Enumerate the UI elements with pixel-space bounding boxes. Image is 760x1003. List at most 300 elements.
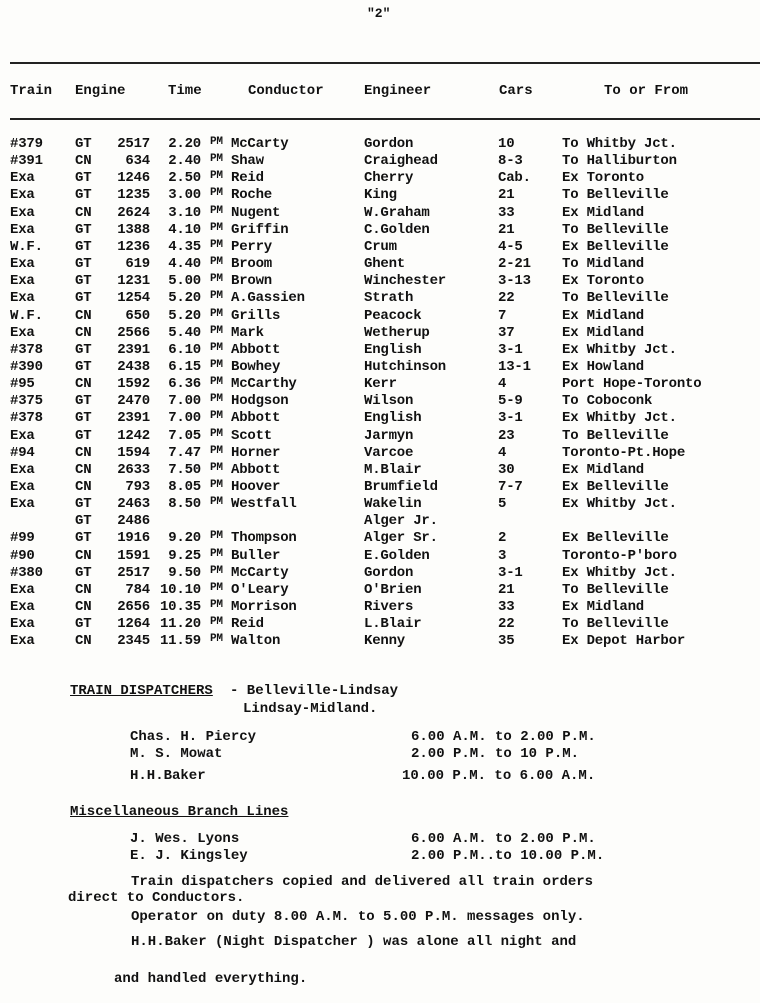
engine-number: 2633 xyxy=(117,461,150,478)
time-period: PM xyxy=(210,273,223,286)
table-row xyxy=(0,616,760,633)
train-code: Exa xyxy=(10,204,35,221)
train-code: #375 xyxy=(10,393,43,410)
conductor-name: Hodgson xyxy=(231,393,289,410)
train-code: #391 xyxy=(10,153,43,170)
engine-number: 2517 xyxy=(117,136,150,152)
engine-railway: CN xyxy=(75,324,92,341)
table-row xyxy=(0,582,760,599)
engine-railway: GT xyxy=(75,290,92,307)
time-period: PM xyxy=(210,324,223,337)
note-line: and handled everything. xyxy=(114,971,308,987)
car-count: 30 xyxy=(498,461,515,478)
train-time: 5.00 xyxy=(168,273,201,290)
train-time: 5.20 xyxy=(168,290,201,307)
train-time: 2.20 xyxy=(168,136,201,152)
time-period: PM xyxy=(210,616,223,629)
destination: To Halliburton xyxy=(562,153,677,170)
time-period: PM xyxy=(210,238,223,251)
car-count: 3-1 xyxy=(498,564,523,581)
time-period: PM xyxy=(210,341,223,354)
destination: To Belleville xyxy=(562,290,669,307)
conductor-name: Brown xyxy=(231,273,273,290)
table-row xyxy=(0,136,760,153)
engine-number: 1235 xyxy=(117,187,150,204)
engineer-name: King xyxy=(364,187,397,204)
time-period: PM xyxy=(210,358,223,371)
car-count: 8-3 xyxy=(498,153,523,170)
train-time: 4.10 xyxy=(168,221,201,238)
time-period: PM xyxy=(210,564,223,577)
destination: Ex Toronto xyxy=(562,170,645,187)
destination: To Midland xyxy=(562,256,645,273)
engineer-name: Kenny xyxy=(364,633,406,650)
destination: Toronto-P'boro xyxy=(562,547,677,564)
time-period: PM xyxy=(210,187,223,200)
conductor-name: Reid xyxy=(231,170,264,187)
destination: Ex Midland xyxy=(562,324,645,341)
engine-railway: GT xyxy=(75,530,92,547)
train-code: #390 xyxy=(10,358,43,375)
conductor-name: Roche xyxy=(231,187,273,204)
misc-hours: 6.00 A.M. to 2.00 P.M. xyxy=(411,831,596,847)
car-count: 3-1 xyxy=(498,341,523,358)
header-to-from: To or From xyxy=(604,83,689,99)
destination: To Belleville xyxy=(562,427,669,444)
conductor-name: Shaw xyxy=(231,153,264,170)
train-code: Exa xyxy=(10,599,35,616)
train-time: 7.00 xyxy=(168,410,201,427)
note-line: H.H.Baker (Night Dispatcher ) was alone all night and xyxy=(131,934,577,950)
destination: To Belleville xyxy=(562,221,669,238)
engineer-name: Gordon xyxy=(364,564,414,581)
engineer-name: E.Golden xyxy=(364,547,430,564)
time-period: PM xyxy=(210,256,223,269)
car-count: 5-9 xyxy=(498,393,523,410)
time-period: PM xyxy=(210,153,223,166)
conductor-name: Walton xyxy=(231,633,281,650)
engineer-name: Hutchinson xyxy=(364,358,447,375)
train-code: Exa xyxy=(10,616,35,633)
engine-railway: CN xyxy=(75,547,92,564)
conductor-name: Horner xyxy=(231,444,281,461)
engine-railway: CN xyxy=(75,461,92,478)
engine-railway: GT xyxy=(75,496,92,513)
dispatcher-name: Chas. H. Piercy xyxy=(130,729,257,745)
engineer-name: Crum xyxy=(364,238,397,255)
table-row xyxy=(0,496,760,513)
note-line: Operator on duty 8.00 A.M. to 5.00 P.M. messages only. xyxy=(131,909,585,925)
time-period: PM xyxy=(210,376,223,389)
destination: Ex Midland xyxy=(562,599,645,616)
conductor-name: Abbott xyxy=(231,341,281,358)
train-time: 3.10 xyxy=(168,204,201,221)
engine-number: 2345 xyxy=(117,633,150,650)
engine-number: 2463 xyxy=(117,496,150,513)
train-code: Exa xyxy=(10,496,35,513)
table-row xyxy=(0,530,760,547)
table-row xyxy=(0,273,760,290)
destination: Ex Whitby Jct. xyxy=(562,410,677,427)
car-count: 5 xyxy=(498,496,507,513)
engine-number: 1242 xyxy=(117,427,150,444)
engineer-name: Wilson xyxy=(364,393,414,410)
destination: Ex Depot Harbor xyxy=(562,633,686,650)
train-code: Exa xyxy=(10,290,35,307)
train-time: 6.15 xyxy=(168,358,201,375)
engine-number: 2391 xyxy=(117,410,150,427)
engine-railway: CN xyxy=(75,376,92,393)
train-time: 8.05 xyxy=(168,479,201,495)
engineer-name: Cherry xyxy=(364,170,414,187)
header-time: Time xyxy=(168,83,202,99)
time-period: PM xyxy=(210,444,223,457)
header-engineer: Engineer xyxy=(364,83,432,99)
train-code: Exa xyxy=(10,479,35,495)
engine-railway: CN xyxy=(75,204,92,221)
engine-number: 2624 xyxy=(117,204,150,221)
train-code: Exa xyxy=(10,427,35,444)
train-code: Exa xyxy=(10,273,35,290)
destination: Ex Midland xyxy=(562,204,645,221)
car-count: 7-7 xyxy=(498,479,523,495)
car-count: 22 xyxy=(498,616,515,633)
train-time: 9.50 xyxy=(168,564,201,581)
engine-railway: GT xyxy=(75,136,92,152)
dispatcher-hours: 2.00 P.M. to 10 P.M. xyxy=(411,746,580,762)
time-period: PM xyxy=(210,410,223,423)
time-period: PM xyxy=(210,581,223,594)
engine-railway: CN xyxy=(75,581,92,598)
table-row xyxy=(0,256,760,273)
train-code: Exa xyxy=(10,581,35,598)
time-period: PM xyxy=(210,170,223,183)
engineer-name: Alger Sr. xyxy=(364,530,438,547)
engine-number: 2517 xyxy=(117,564,150,581)
engine-railway: GT xyxy=(75,393,92,410)
train-time: 2.50 xyxy=(168,170,201,187)
car-count: 21 xyxy=(498,187,515,204)
misc-hours: 2.00 P.M..to 10.00 P.M. xyxy=(411,848,605,864)
engine-number: 1592 xyxy=(117,376,150,393)
train-code: #90 xyxy=(10,547,35,564)
engine-railway: GT xyxy=(75,410,92,427)
car-count: 10 xyxy=(498,136,515,152)
engineer-name: Alger Jr. xyxy=(364,513,438,530)
destination: To Belleville xyxy=(562,581,669,598)
engine-railway: GT xyxy=(75,427,92,444)
engine-number: 1236 xyxy=(117,238,150,255)
conductor-name: McCarthy xyxy=(231,376,297,393)
table-row xyxy=(0,633,760,650)
train-code: #379 xyxy=(10,136,43,152)
time-period: PM xyxy=(210,290,223,303)
time-period: PM xyxy=(210,461,223,474)
engineer-name: Varcoe xyxy=(364,444,414,461)
train-code: Exa xyxy=(10,461,35,478)
time-period: PM xyxy=(210,633,223,646)
table-row xyxy=(0,170,760,187)
time-period: PM xyxy=(210,599,223,612)
destination: Toronto-Pt.Hope xyxy=(562,444,686,461)
conductor-name: Westfall xyxy=(231,496,297,513)
car-count: 21 xyxy=(498,221,515,238)
train-time: 6.36 xyxy=(168,376,201,393)
header-train: Train xyxy=(10,83,53,99)
destination: To Belleville xyxy=(562,616,669,633)
engineer-name: Wetherup xyxy=(364,324,430,341)
engine-railway: CN xyxy=(75,153,92,170)
car-count: 4 xyxy=(498,444,507,461)
dispatchers-route-2: Lindsay-Midland. xyxy=(243,701,378,717)
engine-number: 2656 xyxy=(117,599,150,616)
train-time: 5.20 xyxy=(168,307,201,324)
engine-number: 650 xyxy=(125,307,150,324)
train-code: Exa xyxy=(10,256,35,273)
engineer-name: Kerr xyxy=(364,376,397,393)
destination: Ex Toronto xyxy=(562,273,645,290)
conductor-name: Hoover xyxy=(231,479,281,495)
car-count: Cab. xyxy=(498,170,531,187)
time-period: PM xyxy=(210,427,223,440)
engine-number: 1594 xyxy=(117,444,150,461)
table-row xyxy=(0,325,760,342)
train-time: 7.05 xyxy=(168,427,201,444)
destination: Ex Belleville xyxy=(562,530,669,547)
table-row xyxy=(0,410,760,427)
conductor-name: O'Leary xyxy=(231,581,289,598)
engineer-name: Wakelin xyxy=(364,496,422,513)
car-count: 4 xyxy=(498,376,507,393)
train-time: 4.40 xyxy=(168,256,201,273)
time-period: PM xyxy=(210,393,223,406)
car-count: 2-21 xyxy=(498,256,531,273)
engine-number: 1246 xyxy=(117,170,150,187)
engineer-name: Craighead xyxy=(364,153,438,170)
train-code: #378 xyxy=(10,341,43,358)
engine-railway: GT xyxy=(75,273,92,290)
table-row xyxy=(0,239,760,256)
time-period: PM xyxy=(210,136,223,148)
engineer-name: Rivers xyxy=(364,599,414,616)
car-count: 37 xyxy=(498,324,515,341)
header-rule xyxy=(10,118,760,120)
conductor-name: Thompson xyxy=(231,530,297,547)
page-number: "2" xyxy=(367,6,391,21)
conductor-name: Grills xyxy=(231,307,281,324)
misc-name: E. J. Kingsley xyxy=(130,848,248,864)
table-row xyxy=(0,479,760,496)
note-line: Train dispatchers copied and delivered all train orders xyxy=(131,874,594,890)
table-row xyxy=(0,548,760,565)
destination: Ex Howland xyxy=(562,358,645,375)
engine-number: 1388 xyxy=(117,221,150,238)
train-time: 7.00 xyxy=(168,393,201,410)
dispatcher-name: H.H.Baker xyxy=(130,768,206,784)
engine-railway: CN xyxy=(75,444,92,461)
engineer-name: C.Golden xyxy=(364,221,430,238)
conductor-name: Scott xyxy=(231,427,273,444)
engine-number: 793 xyxy=(125,479,150,495)
time-period: PM xyxy=(210,547,223,560)
engine-railway: CN xyxy=(75,307,92,324)
time-period: PM xyxy=(210,307,223,320)
engineer-name: English xyxy=(364,341,422,358)
table-row xyxy=(0,222,760,239)
destination: Port Hope-Toronto xyxy=(562,376,702,393)
train-code: #94 xyxy=(10,444,35,461)
train-code: Exa xyxy=(10,633,35,650)
conductor-name: Broom xyxy=(231,256,273,273)
engineer-name: Peacock xyxy=(364,307,422,324)
train-time: 7.50 xyxy=(168,461,201,478)
train-code: #378 xyxy=(10,410,43,427)
engine-railway: GT xyxy=(75,221,92,238)
table-row xyxy=(0,393,760,410)
table-row xyxy=(0,445,760,462)
conductor-name: Buller xyxy=(231,547,281,564)
engineer-name: M.Blair xyxy=(364,461,422,478)
time-period: PM xyxy=(210,530,223,543)
engineer-name: Gordon xyxy=(364,136,414,152)
engine-number: 1254 xyxy=(117,290,150,307)
train-code: #380 xyxy=(10,564,43,581)
train-time: 11.59 xyxy=(159,633,201,650)
destination: Ex Belleville xyxy=(562,238,669,255)
dispatchers-heading: TRAIN DISPATCHERS xyxy=(70,683,213,699)
conductor-name: McCarty xyxy=(231,564,289,581)
time-period: PM xyxy=(210,479,223,491)
train-code: Exa xyxy=(10,170,35,187)
car-count: 33 xyxy=(498,204,515,221)
engine-railway: GT xyxy=(75,358,92,375)
table-row xyxy=(0,359,760,376)
car-count: 2 xyxy=(498,530,507,547)
engine-number: 1231 xyxy=(117,273,150,290)
dispatcher-hours: 10.00 P.M. to 6.00 A.M. xyxy=(402,768,596,784)
train-time: 5.40 xyxy=(168,324,201,341)
dispatcher-name: M. S. Mowat xyxy=(130,746,223,762)
engineer-name: O'Brien xyxy=(364,581,422,598)
engine-railway: GT xyxy=(75,256,92,273)
engine-railway: GT xyxy=(75,341,92,358)
dispatchers-route-1: - Belleville-Lindsay xyxy=(230,683,399,699)
car-count: 3 xyxy=(498,547,507,564)
time-period: PM xyxy=(210,496,223,509)
conductor-name: A.Gassien xyxy=(231,290,305,307)
train-time: 10.35 xyxy=(159,599,201,616)
train-code: W.F. xyxy=(10,307,43,324)
time-period: PM xyxy=(210,221,223,234)
engine-railway: GT xyxy=(75,170,92,187)
engineer-name: W.Graham xyxy=(364,204,430,221)
conductor-name: Perry xyxy=(231,238,273,255)
table-row xyxy=(0,565,760,582)
car-count: 23 xyxy=(498,427,515,444)
train-code: Exa xyxy=(10,221,35,238)
table-row xyxy=(0,153,760,170)
engine-railway: GT xyxy=(75,513,92,530)
engine-railway: GT xyxy=(75,616,92,633)
train-time: 6.10 xyxy=(168,341,201,358)
engine-number: 1264 xyxy=(117,616,150,633)
engine-number: 634 xyxy=(125,153,150,170)
engine-number: 784 xyxy=(125,581,150,598)
train-time: 9.25 xyxy=(168,547,201,564)
train-time: 7.47 xyxy=(168,444,201,461)
engine-railway: CN xyxy=(75,633,92,650)
header-cars: Cars xyxy=(499,83,533,99)
engine-number: 2486 xyxy=(117,513,150,530)
engine-number: 1591 xyxy=(117,547,150,564)
engineer-name: Winchester xyxy=(364,273,447,290)
train-code: #99 xyxy=(10,530,35,547)
engine-railway: GT xyxy=(75,187,92,204)
conductor-name: Nugent xyxy=(231,204,281,221)
engineer-name: Brumfield xyxy=(364,479,438,495)
table-row xyxy=(0,599,760,616)
train-time: 4.35 xyxy=(168,238,201,255)
engine-railway: CN xyxy=(75,479,92,495)
car-count: 3-13 xyxy=(498,273,531,290)
train-code: #95 xyxy=(10,376,35,393)
destination: Ex Whitby Jct. xyxy=(562,496,677,513)
engine-railway: GT xyxy=(75,238,92,255)
car-count: 7 xyxy=(498,307,507,324)
conductor-name: Bowhey xyxy=(231,358,281,375)
train-time: 11.20 xyxy=(159,616,201,633)
destination: Ex Whitby Jct. xyxy=(562,564,677,581)
top-rule xyxy=(10,62,760,64)
destination: Ex Midland xyxy=(562,307,645,324)
destination: To Whitby Jct. xyxy=(562,136,677,152)
misc-name: J. Wes. Lyons xyxy=(130,831,240,847)
table-row xyxy=(0,428,760,445)
note-line: direct to Conductors. xyxy=(68,890,245,906)
engine-railway: GT xyxy=(75,564,92,581)
car-count: 4-5 xyxy=(498,238,523,255)
car-count: 22 xyxy=(498,290,515,307)
engineer-name: Strath xyxy=(364,290,414,307)
conductor-name: McCarty xyxy=(231,136,289,152)
conductor-name: Abbott xyxy=(231,410,281,427)
car-count: 21 xyxy=(498,581,515,598)
engine-number: 2391 xyxy=(117,341,150,358)
table-row xyxy=(0,342,760,359)
misc-heading: Miscellaneous Branch Lines xyxy=(70,804,289,820)
table-row xyxy=(0,376,760,393)
engineer-name: L.Blair xyxy=(364,616,422,633)
car-count: 13-1 xyxy=(498,358,531,375)
conductor-name: Griffin xyxy=(231,221,289,238)
engineer-name: Ghent xyxy=(364,256,406,273)
car-count: 35 xyxy=(498,633,515,650)
destination: To Belleville xyxy=(562,187,669,204)
destination: Ex Midland xyxy=(562,461,645,478)
conductor-name: Morrison xyxy=(231,599,297,616)
table-row xyxy=(0,205,760,222)
engine-number: 2470 xyxy=(117,393,150,410)
conductor-name: Abbott xyxy=(231,461,281,478)
train-time: 3.00 xyxy=(168,187,201,204)
table-row xyxy=(0,308,760,325)
table-row xyxy=(0,513,760,530)
engineer-name: English xyxy=(364,410,422,427)
engine-number: 619 xyxy=(125,256,150,273)
engine-number: 2438 xyxy=(117,358,150,375)
table-row xyxy=(0,290,760,307)
car-count: 33 xyxy=(498,599,515,616)
